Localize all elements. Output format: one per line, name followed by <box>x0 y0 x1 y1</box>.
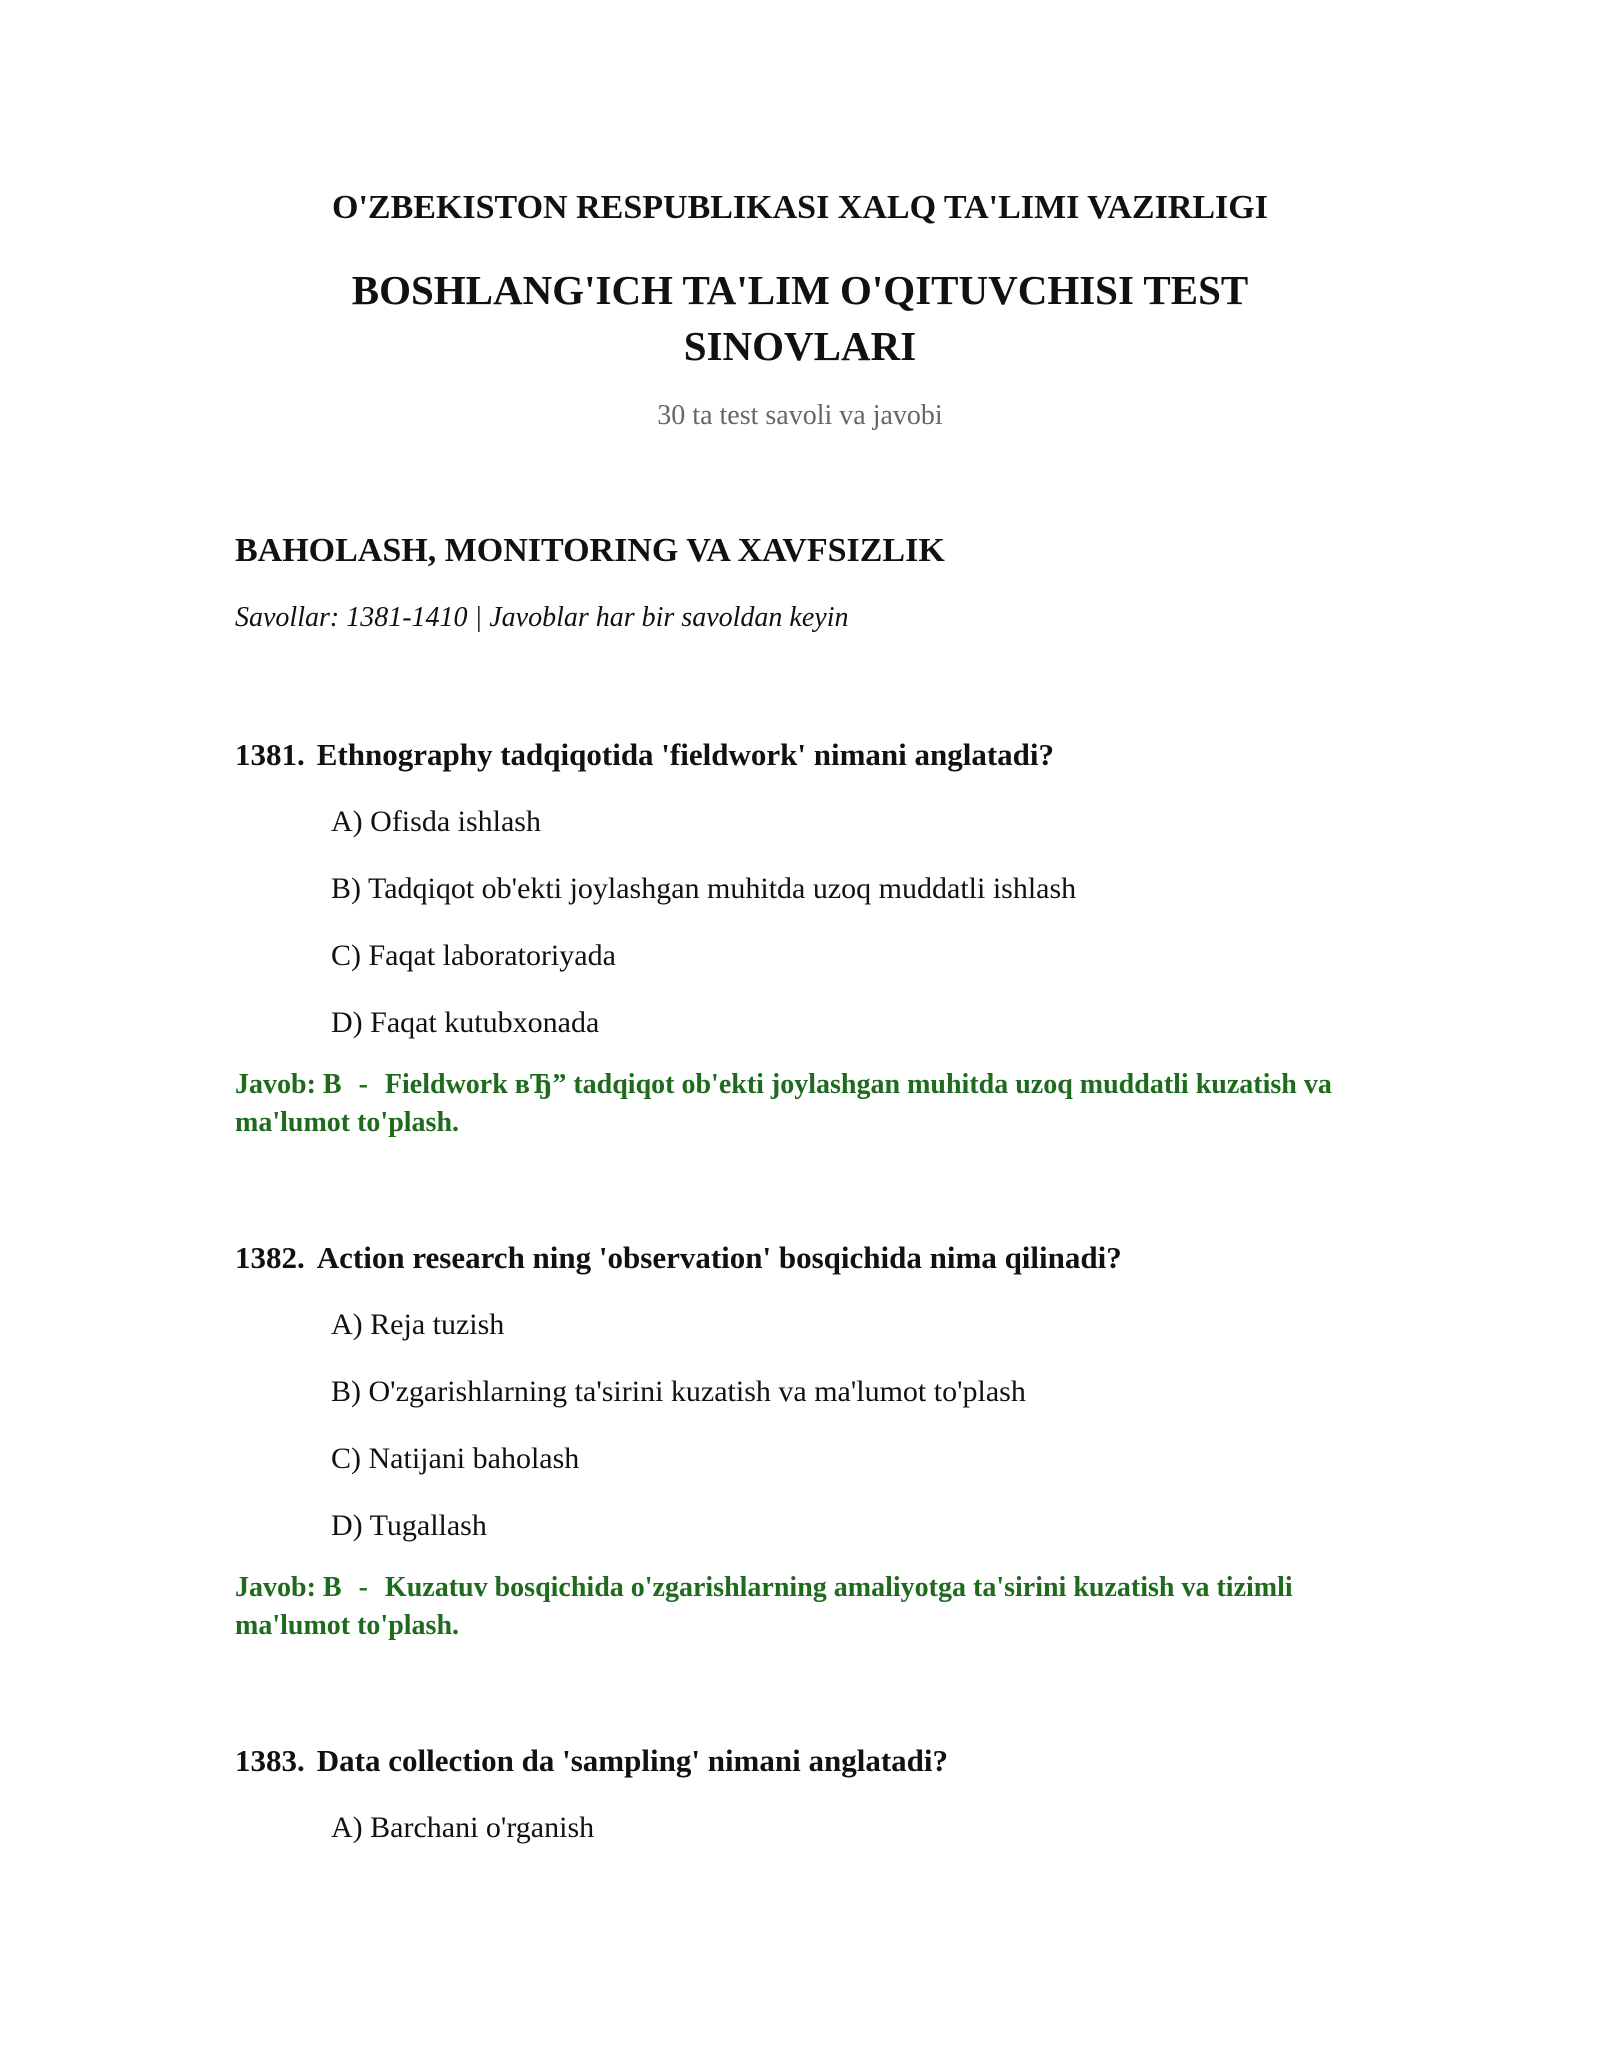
answer-letter: B <box>322 1572 342 1603</box>
answer-dash: - <box>358 1069 368 1100</box>
document-title-line-2: SINOVLARI <box>683 323 917 369</box>
answer-letter: B <box>322 1069 342 1100</box>
option-c: C) Faqat laboratoriyada <box>331 939 616 972</box>
option-a: A) Barchani o'rganish <box>331 1811 595 1844</box>
answer-label: Javob: <box>235 1572 316 1603</box>
option-a: A) Reja tuzish <box>331 1308 505 1341</box>
question-text: Ethnography tadqiqotida 'fieldwork' nimani anglatadi? <box>316 737 1055 772</box>
option-b: B) O'zgarishlarning ta'sirini kuzatish va ma'lumot to'plash <box>331 1375 1026 1408</box>
section-title: BAHOLASH, MONITORING VA XAVFSIZLIK <box>235 532 945 569</box>
answer-dash: - <box>358 1572 368 1603</box>
question-number: 1383. <box>235 1743 305 1778</box>
option-d: D) Tugallash <box>331 1509 487 1542</box>
option-d: D) Faqat kutubxonada <box>331 1006 600 1039</box>
option-b: B) Tadqiqot ob'ekti joylashgan muhitda uzoq muddatli ishlash <box>331 872 1077 905</box>
question-number: 1381. <box>235 737 305 772</box>
question-text: Action research ning 'observation' bosqichida nima qilinadi? <box>316 1240 1122 1275</box>
question-1382 <box>235 1237 1122 1279</box>
answer-label: Javob: <box>235 1069 316 1100</box>
option-a: A) Ofisda ishlash <box>331 805 541 838</box>
question-1381 <box>235 734 1054 776</box>
question-text: Data collection da 'sampling' nimani anglatadi? <box>316 1743 949 1778</box>
answer-text: Fieldwork вЂ” tadqiqot ob'ekti joylashgan muhitda uzoq muddatli kuzatish va ma'lumot to'plash. <box>235 1069 1332 1138</box>
question-number: 1382. <box>235 1240 305 1275</box>
answer-1381 <box>235 1066 1375 1142</box>
question-1383 <box>235 1740 948 1782</box>
document-title-line-1: BOSHLANG'ICH TA'LIM O'QITUVCHISI TEST <box>351 267 1249 313</box>
document-subtitle: 30 ta test savoli va javobi <box>657 400 943 431</box>
ministry-heading: O'ZBEKISTON RESPUBLIKASI XALQ TA'LIMI VAZIRLIGI <box>332 189 1268 226</box>
answer-1382 <box>235 1569 1375 1645</box>
section-meta: Savollar: 1381-1410 | Javoblar har bir savoldan keyin <box>235 602 849 633</box>
answer-text: Kuzatuv bosqichida o'zgarishlarning amaliyotga ta'sirini kuzatish va tizimli ma'lumot to'plash. <box>235 1572 1293 1641</box>
option-c: C) Natijani baholash <box>331 1442 580 1475</box>
